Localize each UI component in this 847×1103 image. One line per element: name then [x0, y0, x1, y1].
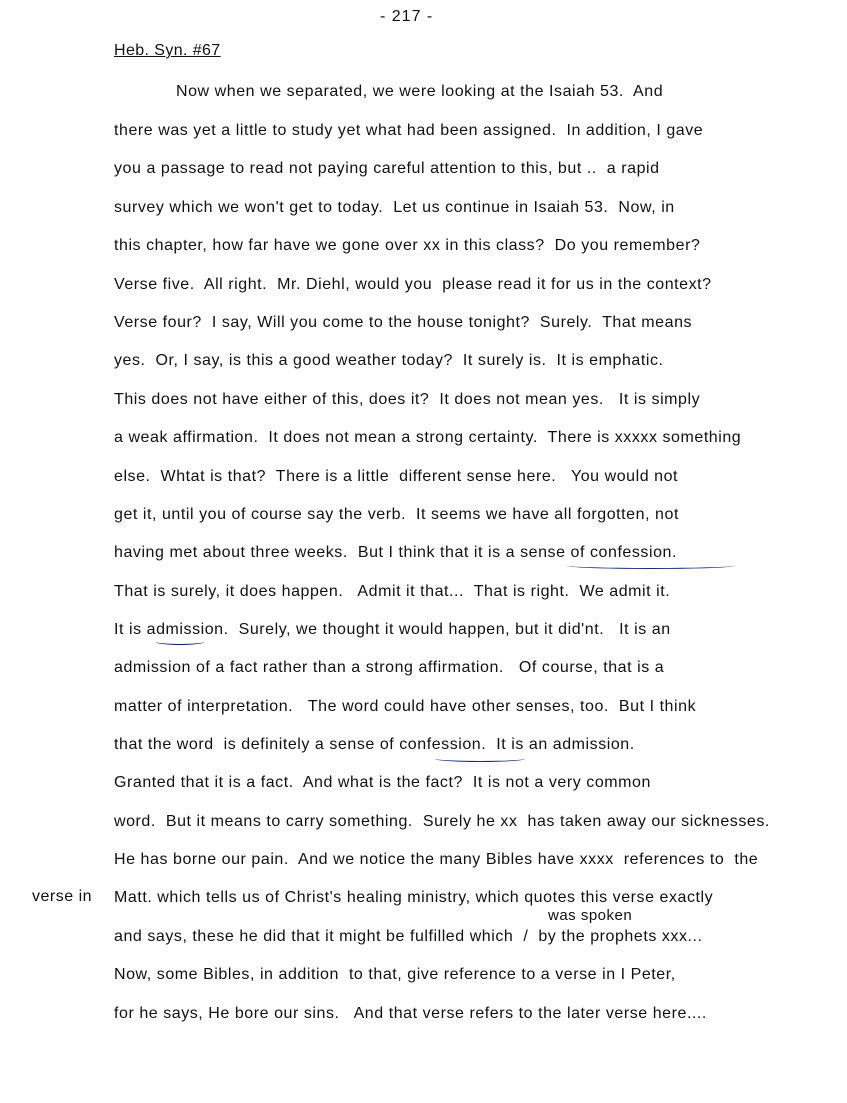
insertion-note: was spoken [548, 907, 633, 924]
document-heading: Heb. Syn. #67 [114, 42, 221, 59]
text-line: He has borne our pain. And we notice the many Bibles have xxxx references to the [114, 851, 759, 868]
text-line: This does not have either of this, does it? It does not mean yes. It is simply [114, 391, 701, 408]
text-line: that the word is definitely a sense of confession. It is an admission. [114, 736, 635, 753]
page-number: - 217 - [380, 8, 434, 25]
text-line: having met about three weeks. But I think that it is a sense of confession. [114, 544, 677, 561]
text-line: survey which we won't get to today. Let us continue in Isaiah 53. Now, in [114, 199, 675, 216]
margin-note: verse in [32, 888, 93, 905]
text-line: word. But it means to carry something. Surely he xx has taken away our sicknesses. [114, 813, 770, 830]
ink-underline-confession-2 [434, 755, 526, 762]
text-line: yes. Or, I say, is this a good weather today? It surely is. It is emphatic. [114, 352, 664, 369]
text-line: a weak affirmation. It does not mean a strong certainty. There is xxxxx something [114, 429, 742, 446]
text-line: this chapter, how far have we gone over xx in this class? Do you remember? [114, 237, 701, 254]
text-line: Verse five. All right. Mr. Diehl, would you please read it for us in the context? [114, 276, 712, 293]
text-line: Granted that it is a fact. And what is the fact? It is not a very common [114, 774, 651, 791]
text-line: matter of interpretation. The word could have other senses, too. But I think [114, 698, 697, 715]
text-line: get it, until you of course say the verb. It seems we have all forgotten, not [114, 506, 679, 523]
text-line: That is surely, it does happen. Admit it that... That is right. We admit it. [114, 583, 671, 600]
text-line: Matt. which tells us of Christ's healing ministry, which quotes this verse exactly [114, 889, 714, 906]
text-line: It is admission. Surely, we thought it would happen, but it did'nt. It is an [114, 621, 671, 638]
text-line: for he says, He bore our sins. And that verse refers to the later verse here.... [114, 1005, 707, 1022]
text-line: Verse four? I say, Will you come to the house tonight? Surely. That means [114, 314, 693, 331]
text-line: else. Whtat is that? There is a little different sense here. You would not [114, 468, 679, 485]
text-line: admission of a fact rather than a strong affirmation. Of course, that is a [114, 659, 665, 676]
text-line: there was yet a little to study yet what had been assigned. In addition, I gave [114, 122, 704, 139]
text-line: you a passage to read not paying careful attention to this, but .. a rapid [114, 160, 660, 177]
ink-underline-admission [155, 638, 205, 645]
text-line: Now when we separated, we were looking at the Isaiah 53. And [176, 83, 664, 100]
text-line: Now, some Bibles, in addition to that, give reference to a verse in I Peter, [114, 966, 676, 983]
text-line: and says, these he did that it might be fulfilled which / by the prophets xxx... [114, 928, 703, 945]
ink-underline-confession [566, 562, 736, 569]
